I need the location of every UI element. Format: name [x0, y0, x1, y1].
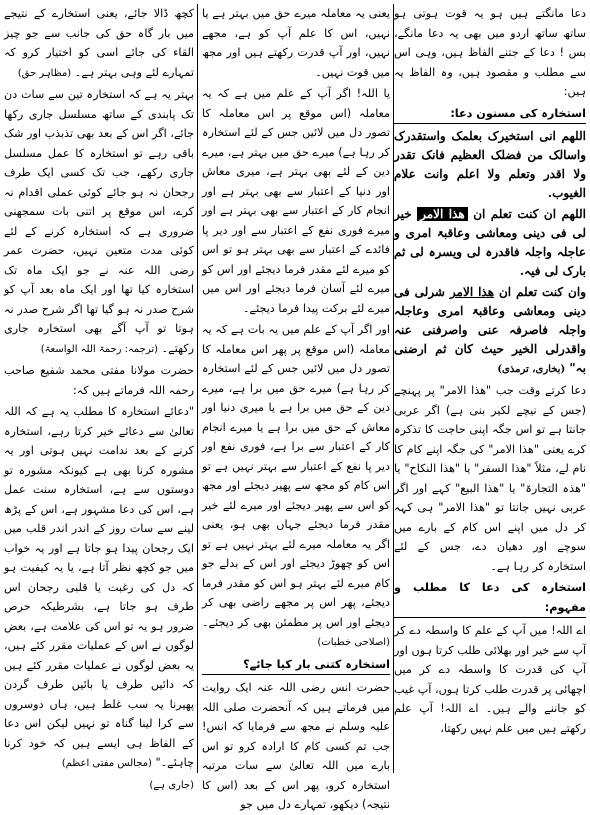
middle-paragraph-3-text: اور اگر آپ کے علم میں یہ بات ہے کہ یہ معاملہ (اس موقع پر پھر اس معاملہ کا تصور دل میں لائیں جس کے لئے استخارہ کر رہا ہے) میرے حق میں برا ہے، میرے دین کے حق میں برا ہے یا میری دنیا اور معاش کے حق میں برا ہے یا میرے انجام کار کے اعتبار سے برا ہے، فوری نفع اور دیر پا نفع کے اعتبار سے بہتر نہیں ہے تو اس کام کو مجھ سے پھیر دیجئے اور مجھ کو اس سے پھیر دیجئے اور میرے لئے خیر مقدر فرما دیجئے جہاں بھی ہو، یعنی اگر یہ معاملہ میرے لئے بہتر نہیں ہے تو اس کو چھوڑ دیجئے اور اس کے بدلے جو کام میرے لئے بہتر ہو اس کو مقدر فرما دیجئے، پھر اس پر مجھے راضی بھی کر دیجئے اور اس پر مطمئن بھی کر دیجئے۔	[202, 323, 390, 629]
heading-masnoon-dua: استخارہ کی مسنون دعا:	[394, 104, 586, 125]
column-left	[4, 4, 194, 791]
column-divider	[393, 4, 394, 773]
heading-how-many-times: استخارہ کتنی بار کیا جائے؟	[202, 655, 390, 676]
left-paragraph-2-text: بہتر یہ ہے کہ استخارہ تین سے سات دن تک پابندی کے ساتھ مسلسل جاری رکھا جائے، اگر اس کے بعد بھی تذبذب اور شک باقی رہے تو استخارہ کا عمل مسلسل جاری رکھے، جب تک کسی ایک طرف رجحان نہ ہو جائے کوئی عملی اقدام نہ کرے، اس موقع پر اتنی بات سمجھنی ضروری ہے کہ استخارہ کرنے کے لئے کوئی مدت متعین نہیں، حضرت عمر رضی اللہ عنہ نے جو ایک ماہ تک استخارہ کیا تھا اور ایک ماہ بعد آپ کو شرح صدر نہ ہو گیا تھا اگر شرح صدر نہ ہوتا تو آپ آگے بھی استخارہ جاری رکھتے۔	[4, 88, 194, 355]
middle-paragraph-3-source: (اصلاحی خطبات)	[317, 637, 390, 648]
left-paragraph-4-source: (مجالس مفتی اعظم)	[61, 758, 152, 769]
heading-dua-meaning: استخارہ کی دعا کا مطلب و مفہوم:	[394, 578, 586, 618]
dua-3-before: وان کنت تعلم ان	[498, 285, 586, 299]
middle-paragraph-4: حضرت انس رضی اللہ عنہ ایک روایت میں فرماتے ہیں کہ آنحضرت صلی اللہ علیہ وسلم نے مجھ سے فرمایا کہ انس! جب تم کسی کام کا ارادہ کرو تو اس بارے میں اللہ تعالیٰ سے سات مرتبہ استخارہ کرو، پھر اس کے بعد (اس کا نتیجہ) دیکھو، تمہارے دل میں جو	[202, 681, 390, 811]
left-paragraph-1-source: (مظاہر حق)	[17, 67, 72, 79]
middle-paragraph-1: یعنی یہ معاملہ میرے حق میں بہتر ہے یا نہیں، اس کا علم آپ کو ہے، مجھے نہیں، اور آپ قدرت رکھتے ہیں اور مجھ میں قوت نہیں۔	[202, 7, 390, 79]
dua-arabic-2	[394, 205, 586, 281]
column-middle	[202, 4, 390, 811]
left-paragraph-2-source: (ترجمہ: رحمۃ اللہ الواسعۃ)	[40, 343, 159, 355]
dua-meaning-paragraph: اے اللہ! میں آپ کے علم کا واسطہ دے کر آپ سے خیر اور بھلائی طلب کرتا ہوں اور آپ کی قدرت کا واسطہ دے کر میں اچھائی پر قدرت طلب کرتا ہوں، آپ غیب کو جاننے والے ہیں۔ اے اللہ! آپ علم رکھتے ہیں میں علم نہیں رکھتا،	[394, 624, 586, 735]
dua-arabic-1: اللھم انی استخیرک بعلمک واستقدرک واسالک من فضلک العظیم فانک تقدر ولا اقدر وتعلم ولا اعلم وانت علام الغیوب.	[394, 129, 586, 200]
dua-2-after: خیر لی فی دینی ومعاشی وعاقبۃ امری و عاجلہ واجلہ فاقدرہ لی ویسرہ لی ثم بارک لی فیہ.	[394, 207, 586, 278]
left-paragraph-3: حضرت مولانا مفتی محمد شفیع صاحب رحمہ اللہ فرماتے ہیں کہ:	[4, 364, 194, 397]
continued-label: (جاری ہے)	[149, 779, 194, 791]
middle-paragraph-2: یا اللہ! اگر آپ کے علم میں ہے کہ یہ معاملہ (اس موقع پر اس معاملہ کا تصور دل میں لائیں جس کے لئے استخارہ کر رہا ہے) میرے حق میں بہتر ہے، میرے دین کے لئے بھی بہتر ہے، میری معاش اور دنیا کے اعتبار سے بھی بہتر ہے اور انجام کار کے اعتبار سے بھی بہتر ہے اور میرے فوری نفع کے اعتبار سے اور دیر پا فائدے کے اعتبار سے بھی بہتر ہو تو اس کو میرے لئے مقدر فرما دیجئے اور اس کو میرے لئے آسان فرما دیجئے اور اس میں میرے لئے برکت پیدا فرما دیجئے۔	[202, 87, 390, 315]
column-right	[394, 4, 586, 773]
dua-source: (بخاری، ترمذی)	[497, 364, 566, 375]
left-paragraph-2	[4, 85, 194, 359]
left-paragraph-4-text: "دعائے استخارہ کا مطلب یہ ہے کہ اللہ تعالیٰ سے دعائے خیر کرتا رہے، استخارہ کرنے کے بعد ندامت نہیں ہوتی اور یہ مشورہ کرنا بھی ہے کیونکہ مشورہ تو دوستوں سے ہے، استخارہ سنت عمل ہے، اس کی دعا مشہور ہے، اس کے پڑھ لینے سے سات روز کے اندر اندر قلب میں ایک رجحان پیدا ہو جاتا ہے اور یہ خواب میں جو کچھ نظر آتا ہے، یا یہ کیفیت ہو کہ دل کی رغبت یا قلبی رجحان اس طرف ہو جاتا ہے، بشرطیکہ حرص ضرور ہو یہ تو اس کی علامت ہے، بعض لوگوں نے اس کے عملیات مقرر کئے ہیں، یہ بعض لوگوں نے عملیات مقرر کئے ہیں کہ دائیں طرف یا بائیں طرف گردن پھیرنا یہ سب غلط ہیں، ہاں دوسروں سے کرا لینا گناہ تو نہیں لیکن اس دعا کے الفاظ ہی ایسے ہیں کہ خود کرنا چاہئے۔"	[4, 405, 194, 769]
left-paragraph-1-text: کچھ ڈالا جائے، یعنی استخارے کے نتیجے میں بار گاہ حق کی جانب سے جو چیز القاء کی جائے اسی کو اختیار کرو کہ تمہارے لئے وہی بہتر ہے۔	[4, 7, 194, 79]
left-paragraph-1	[4, 4, 194, 83]
dua-arabic-3	[394, 283, 586, 379]
intro-paragraph: دعا مانگتے ہیں ہو یہ قوت ہوتی ہو ساتھ ساتھ اردو میں بھی یہ دعا مانگے، بس ! دعا کے جتنے الفاظ ہیں، وہی اس سے مطلب و مقصود ہیں، وہ الفاظ یہ ہیں:	[394, 7, 586, 98]
dua-2-before: اللھم ان کنت تعلم ان	[473, 207, 586, 221]
column-divider	[197, 4, 198, 773]
dua-3-highlight: ھذا الامر	[449, 285, 495, 299]
middle-paragraph-3	[202, 320, 390, 653]
left-paragraph-4	[4, 402, 194, 774]
dua-3-after: شرلی فی دینی ومعاشی وعاقبۃ امری وعاجلہ واجلہ فاصرفہ عنی واصرفنی عنہ واقدرلی الخیر حیث کان ثم ارضنی بہ"	[394, 285, 586, 375]
haza-amr-paragraph: دعا کرتے وقت جب "ھذا الامر" پر پہنچے (جس کے نیچے لکیر بنی ہے) اگر عربی جانتا ہے تو اس جگہ اپنی حاجت کا تذکرہ کرے یعنی "ھذا الامر" کی جگہ اپنے کام کا نام لے، مثلاً "ھذا السفر" یا "ھذا النکاح" یا "ھذہ التجارۃ" یا "ھذا البیع" کہے اور اگر عربی نہیں جانتا تو "ھذا الامر" ہی کہہ کر دل میں اپنے اس کام کے بارے میں سوچے اور دھیان دے، جس کے لئے استخارہ کر رہا ہے۔	[394, 384, 586, 573]
dua-2-highlight: ھذا الامر	[417, 207, 468, 221]
